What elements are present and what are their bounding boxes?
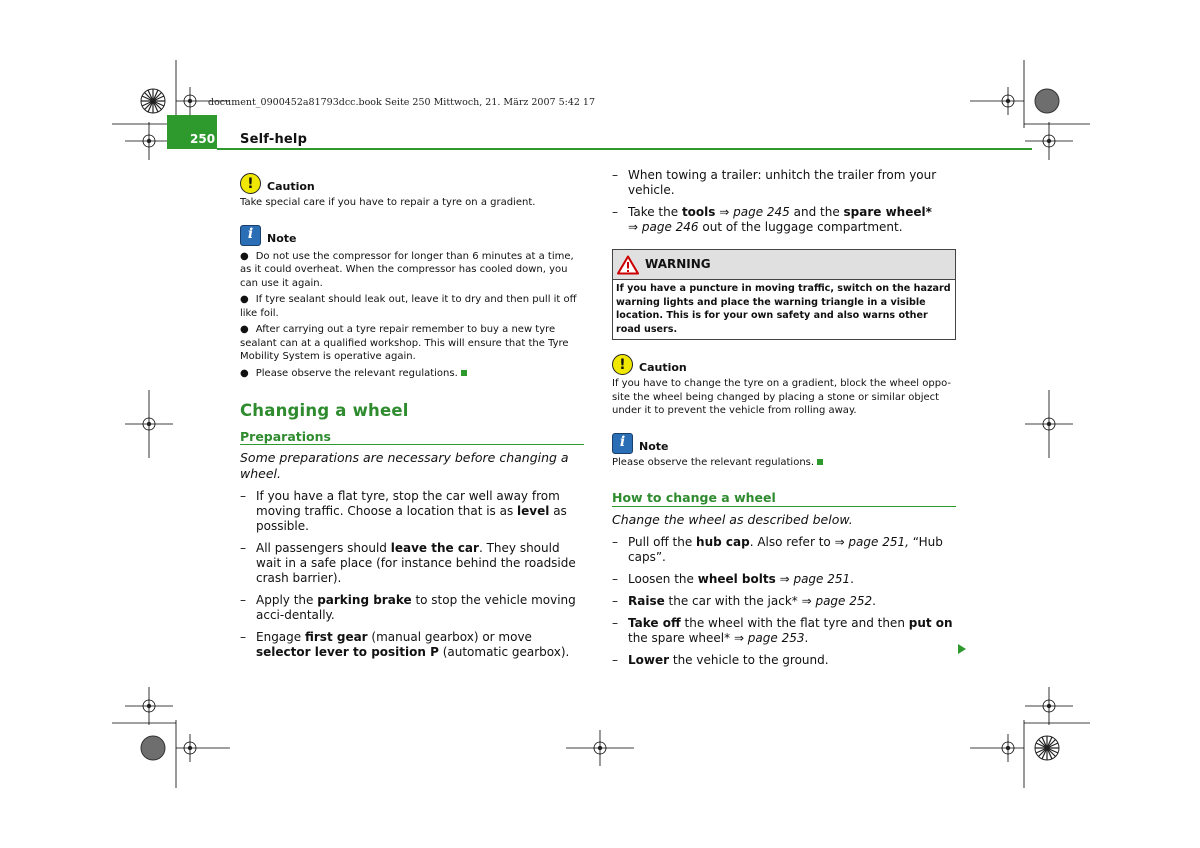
page-reference-link[interactable]: ⇒ page 251, [834, 534, 909, 549]
step-item: – All passengers should leave the car. They should wait in a safe place (for instance behind the roadside crash barrier). [240, 541, 576, 585]
note-bullet: ● If tyre sealant should leak out, leave it to dry and then pull it off like foil. [240, 294, 577, 319]
caution-title: Caution [639, 361, 687, 374]
caution-heading [240, 172, 584, 194]
note-bullet: ● Please observe the relevant regulations. [240, 367, 584, 381]
note-heading [240, 224, 584, 246]
info-icon: i [240, 225, 261, 246]
note-bullet: ● Do not use the compressor for longer than 6 minutes at a time, as it could overheat. When the compressor has cooled down, you can use it again. [240, 250, 574, 289]
page-reference-link[interactable]: ⇒ page 246 [628, 220, 699, 234]
page-number: 250 [190, 132, 216, 146]
page-reference-link[interactable]: ⇒ page 252 [801, 593, 873, 608]
note-title: Note [267, 231, 297, 245]
note-heading [612, 432, 956, 454]
left-column [240, 172, 584, 660]
end-of-section-icon [461, 370, 467, 376]
page-reference-link[interactable]: ⇒ page 245 [719, 205, 790, 219]
note-bullet: ● After carrying out a tyre repair remember to buy a new tyre sealant can at a qualified workshop. This will ensure that the Tyre Mobility System is operative again. [240, 324, 569, 362]
note-title: Note [639, 439, 669, 453]
bullet-dot-icon: ● [240, 324, 249, 335]
intro-text: Change the wheel as described below. [612, 511, 853, 527]
page-reference-link[interactable]: ⇒ page 251 [775, 571, 851, 586]
note-text: Please observe the relevant regulations. [612, 456, 956, 470]
caution-exclamation-icon: ! [612, 354, 633, 375]
header-rule [217, 148, 1032, 150]
warning-title: WARNING [645, 256, 711, 271]
page-reference-link[interactable]: ⇒ page 253 [733, 630, 805, 645]
caution-text: Take special care if you have to repair a tyre on a gradient. [240, 197, 536, 208]
bullet-dot-icon: ● [240, 294, 249, 305]
right-column [612, 168, 956, 668]
caution-exclamation-icon: ! [240, 173, 261, 194]
step-item: – Engage first gear (manual gearbox) or move selector lever to position P (automatic gearbox). [240, 630, 570, 659]
chapter-heading: Changing a wheel [240, 401, 409, 420]
subsection-heading: Preparations [240, 430, 584, 446]
subsection-heading: How to change a wheel [612, 491, 956, 507]
warning-heading [613, 250, 955, 280]
step-item: – When towing a trailer: unhitch the trailer from your vehicle. [612, 168, 937, 197]
warning-text: If you have a puncture in moving traffic, switch on the hazard warning lights and place the warning triangle in a visible location. This is for your own safety and also warns other road users. [616, 283, 951, 335]
step-item: – Take the tools ⇒ page 245 and the spare wheel* ⇒ page 246 out of the luggage compartment. [612, 205, 932, 234]
info-icon: i [612, 433, 633, 454]
step-item: – If you have a flat tyre, stop the car well away from moving traffic. Choose a location that is as level as possible. [240, 489, 567, 533]
step-item: – Loosen the wheel bolts ⇒ page 251. [612, 571, 854, 586]
step-item: – Take off the wheel with the flat tyre and then put on the spare wheel* ⇒ page 253. [612, 615, 953, 645]
bullet-dot-icon: ● [240, 250, 249, 262]
section-title: Self-help [240, 132, 308, 147]
step-item: – Pull off the hub cap. Also refer to ⇒ page 251, “Hub caps”. [612, 534, 943, 564]
caution-text: If you have to change the tyre on a gradient, block the wheel oppo-site the wheel being changed by placing a stone or similar object under it to prevent the vehicle from rolling away. [612, 378, 951, 416]
warning-triangle-icon [617, 255, 639, 275]
print-header: document_0900452a81793dcc.book Seite 250 Mittwoch, 21. März 2007 5:42 17 [208, 97, 596, 108]
continue-arrow-icon[interactable] [958, 644, 966, 654]
step-item: – Raise the car with the jack* ⇒ page 252. [612, 593, 876, 608]
end-of-section-icon [817, 459, 823, 465]
step-item: – Apply the parking brake to stop the vehicle moving acci-dentally. [240, 593, 576, 622]
bullet-dot-icon: ● [240, 367, 249, 379]
step-item: – Lower the vehicle to the ground. [612, 652, 829, 667]
caution-title: Caution [267, 180, 315, 193]
intro-text: Some preparations are necessary before changing a wheel. [240, 450, 569, 481]
caution-heading [612, 353, 956, 375]
warning-box [612, 249, 956, 340]
